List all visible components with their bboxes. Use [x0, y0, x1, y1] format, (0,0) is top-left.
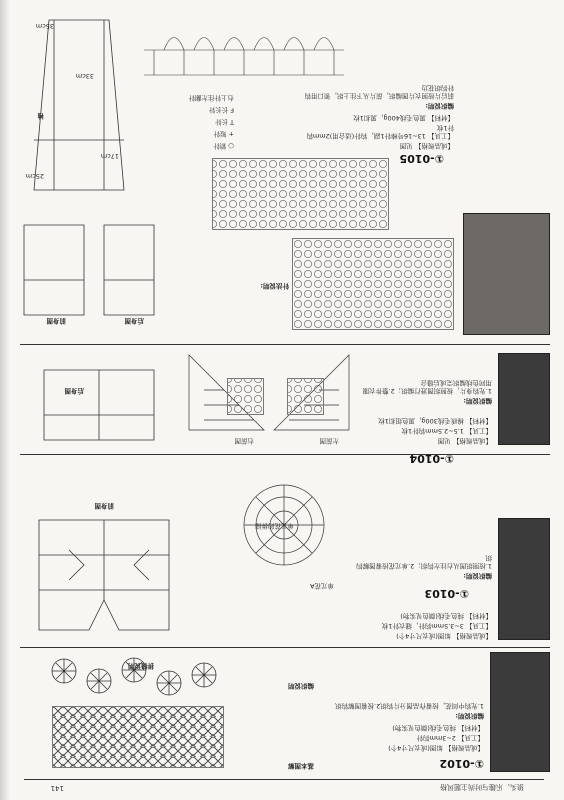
- legend-sc: + 短针: [213, 130, 234, 138]
- material-0104: 【材料】 棉质毛线300g，黑色纽扣1枚: [378, 417, 492, 425]
- code-0102: ①-0102: [439, 757, 484, 770]
- label-sleeve: 袖: [37, 112, 44, 120]
- legend-tr: F 长长针: [208, 106, 234, 114]
- motif-left-front: [287, 378, 324, 415]
- flower-motifs: [44, 645, 224, 705]
- label-back-0105: 后身图: [124, 317, 144, 325]
- method-0104: 1.先钩身片，按照织图进行编织；2.整件衣服用同色线编织完成后缝合: [362, 379, 492, 395]
- rule-0102: [20, 647, 550, 648]
- tool-0104: 【工具】 1.5~2.5mm钩针1枚: [401, 427, 492, 435]
- unit-flower-diagram: [229, 470, 339, 580]
- code-0104: ①-0104: [409, 452, 454, 465]
- label-front-0105: 前身图: [46, 317, 66, 325]
- label-joining: 拼缝说明: [128, 662, 154, 670]
- material-0103: 【材料】 纯色毛线(颜色见实物): [400, 612, 492, 620]
- photo-0102: [490, 652, 550, 772]
- photo-0103: [498, 518, 550, 640]
- header-text: 狼头、乐趣与时尚主题风格: [440, 783, 524, 791]
- size-0102: 【成品规格】 如图(成衣尺寸4个): [388, 744, 484, 752]
- legend-dc: T 长针: [214, 118, 234, 126]
- photo-0105: [463, 213, 550, 335]
- label-stitch-0105: 针法说明:: [260, 282, 289, 290]
- method-title-0103: 编织说明:: [463, 572, 492, 580]
- method-title-0104: 编织说明:: [463, 397, 492, 405]
- tool-0102: 【工具】 2~3mm钩针: [416, 734, 484, 742]
- legend-chain: ○ 锁针: [213, 142, 234, 150]
- stitch-pattern-0105: [292, 238, 454, 330]
- method-0102: 1.先钩中间花，按着作品图分片钩织2.按着图解钩织: [335, 702, 484, 710]
- label-basic-diagram: 基本图解: [288, 762, 314, 770]
- label-front-0103: 前身图: [94, 502, 114, 510]
- front-piece-diagram: [29, 510, 179, 640]
- pattern-0102: [52, 706, 224, 768]
- tool-0105: 【工具】 13~16号棒针1副，钩针(适合用)2mm钩针1枚: [306, 124, 454, 140]
- stitch-pattern-large: [212, 158, 389, 230]
- label-left-front: 左前图: [319, 437, 339, 445]
- method-title-0102: 编织说明:: [455, 712, 484, 720]
- measure-33: 33cm: [75, 72, 94, 80]
- label-unit-join: 单元花的拼接: [255, 522, 294, 530]
- measure-25: 25cm: [25, 172, 44, 180]
- material-0105: 【材料】 黑色毛线400g，黑扣1枚: [353, 114, 454, 122]
- code-0105: ①-0105: [399, 152, 444, 165]
- code-0103: ①-0103: [424, 587, 469, 600]
- method-0103: 1.按照织图从右往左钩织；2.单元花按着图解钩织: [356, 554, 492, 570]
- body-pieces-diagram: [14, 220, 164, 320]
- edging-pattern: [144, 15, 344, 85]
- photo-0104: [498, 353, 550, 445]
- size-0105: 【成品规格】 见图: [399, 142, 454, 150]
- back-piece-diagram: [34, 365, 164, 445]
- size-0104: 【成品规格】 见图: [437, 437, 492, 445]
- front-triangles: [184, 350, 354, 435]
- material-0102: 【材料】 纯色毛线(颜色见实物): [392, 724, 484, 732]
- header-rule: [24, 779, 544, 780]
- measure-17: 17cm: [100, 152, 119, 160]
- method-0105: 前后片按照衣片图编织，前片从下往上织，领口用钩针钩织花边: [304, 84, 454, 100]
- rule-0103: [20, 454, 550, 455]
- measure-35: 35cm: [35, 22, 54, 30]
- scan-edge: [0, 0, 10, 800]
- label-method-0102: 编织说明: [288, 682, 314, 690]
- label-unit-a: 单元花A: [310, 582, 334, 590]
- motif-right-front: [227, 378, 264, 415]
- label-back-0104: 后身图: [64, 387, 84, 395]
- page-number: 141: [50, 784, 64, 792]
- size-0103: 【成品规格】 如图(成衣尺寸4个): [396, 632, 492, 640]
- legend-cross: 右上针往左翻针: [188, 94, 234, 102]
- method-title-0105: 编织说明:: [425, 102, 454, 110]
- rule-0104: [20, 344, 550, 345]
- tool-0103: 【工具】 3~3.5mm钩针，缝衣针1枚: [381, 622, 492, 630]
- label-right-front: 右前图: [234, 437, 254, 445]
